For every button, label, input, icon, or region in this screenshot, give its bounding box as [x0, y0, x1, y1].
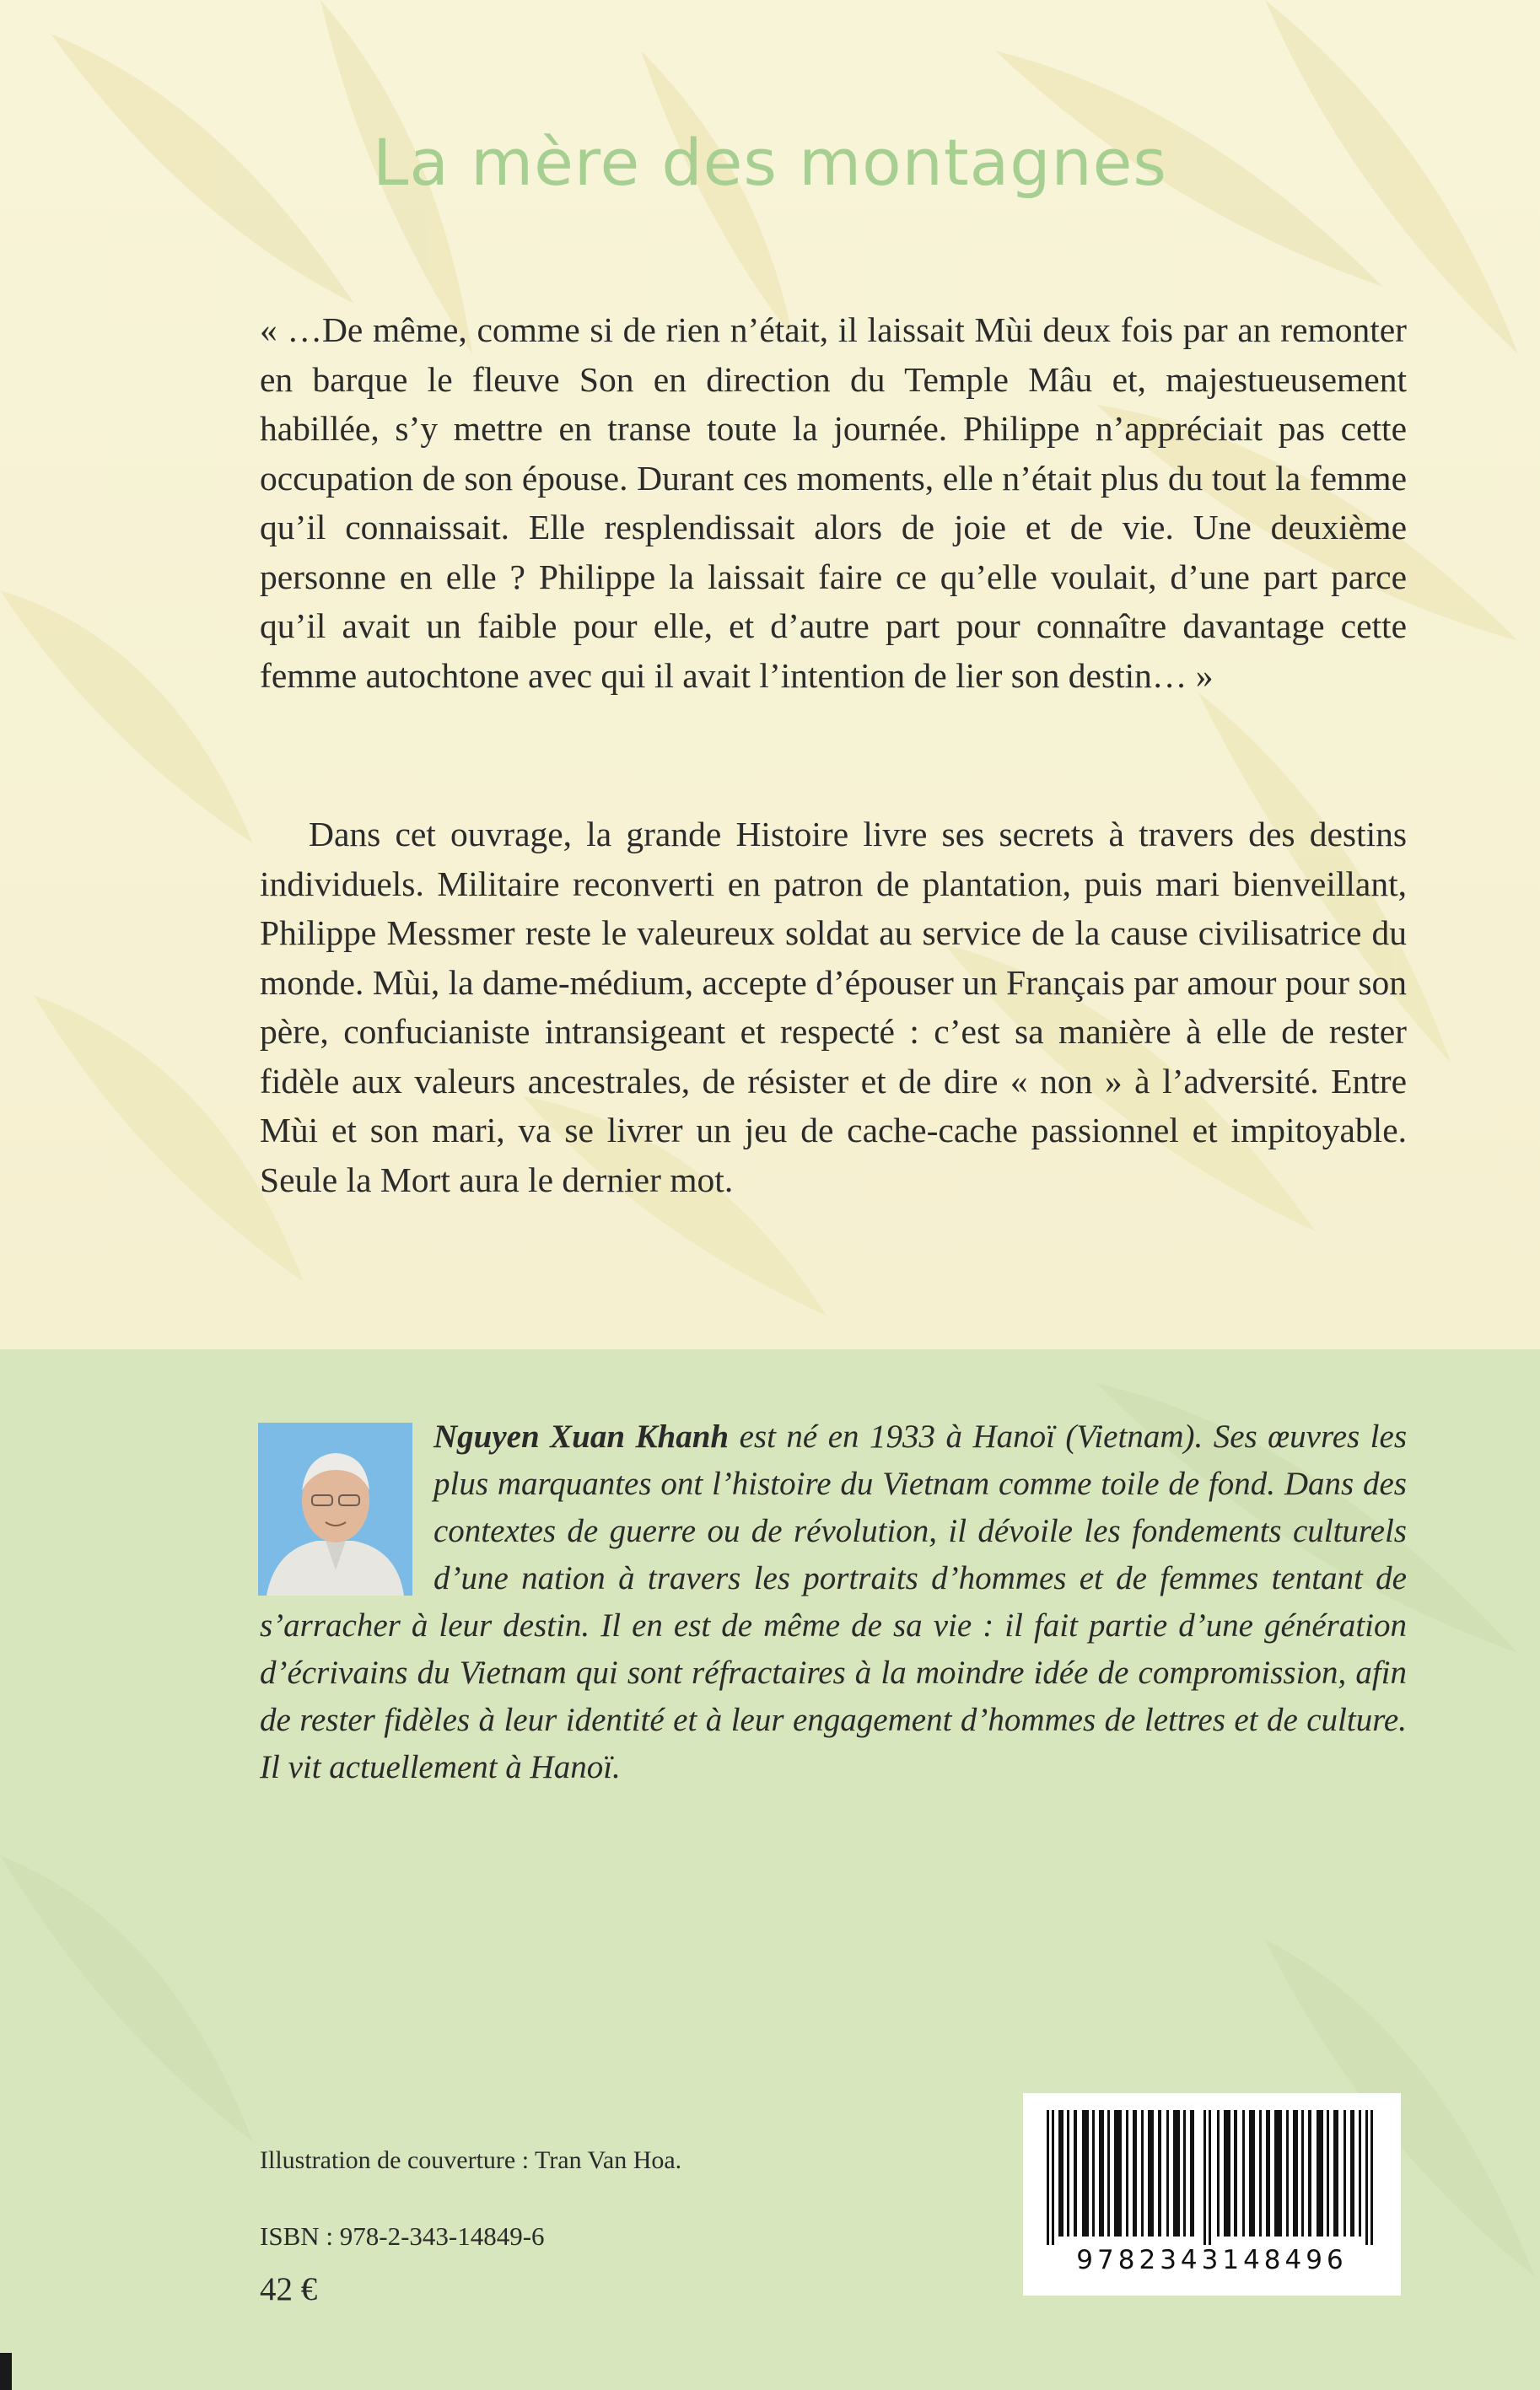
barcode	[1023, 2093, 1401, 2296]
illustration-credit: Illustration de couverture : Tran Van Hoa.	[260, 2146, 682, 2174]
author-bio-text: est né en 1933 à Hanoï (Vietnam). Ses œuvres les plus marquantes ont l’histoire du Vietnam comme toile de fond. Dans des contextes de guerre ou de révolution, il dévoile les fondements culturels d’une nation à travers les portraits d’hommes et de femmes tentant de s’arracher à leur destin. Il en est de même de sa vie : il fait partie d’une génération d’écrivains du Vietnam qui sont réfractaires à la moindre idée de compromission, afin de rester fidèles à leur identité et à leur engagement d’hommes de lettres et de culture. Il vit actuellement à Hanoï.	[260, 1418, 1408, 1785]
summary-paragraph: Dans cet ouvrage, la grande Histoire livre ses secrets à travers des destins individuels. Militaire reconverti en patron de plantation, puis mari bienveillant, Philippe Messmer reste le valeureux soldat au service de la cause civilisatrice du monde. Mùi, la dame-médium, accepte d’épouser un Français par amour pour son père, confucianiste intransigeant et respecté : c’est sa manière à elle de rester fidèle aux valeurs ancestrales, de résister et de dire « non » à l’adversité. Entre Mùi et son mari, va se livrer un jeu de cache-cache passionnel et impitoyable. Seule la Mort aura le dernier mot.	[260, 815, 1407, 1199]
author-name: Nguyen Xuan Khanh	[433, 1418, 730, 1455]
quote-paragraph: « …De même, comme si de rien n’était, il laissait Mùi deux fois par an remonter en barque le fleuve Son en direction du Temple Mâu et, majestueusement habillée, s’y mettre en transe toute la journée. Philippe n’appréciait pas cette occupation de son épouse. Durant ces moments, elle n’était plus du tout la femme qu’il connaissait. Elle resplendissait alors de joie et de vie. Une deuxième personne en elle ? Philippe la laissait faire ce qu’elle voulait, d’une part parce qu’il avait un faible pour elle, et d’autre part pour connaître davantage cette femme autochtone avec qui il avait l’intention de lier son destin… »	[260, 310, 1407, 695]
corner-mark	[0, 2328, 34, 2390]
isbn: ISBN : 978-2-343-14849-6	[260, 2221, 545, 2251]
author-bio	[260, 1413, 1407, 1791]
price: 42 €	[260, 2271, 318, 2307]
barcode-number: 9782343148496	[1076, 2245, 1348, 2275]
barcode-bars	[1043, 2110, 1381, 2245]
book-title: La mère des montagnes	[373, 125, 1167, 200]
